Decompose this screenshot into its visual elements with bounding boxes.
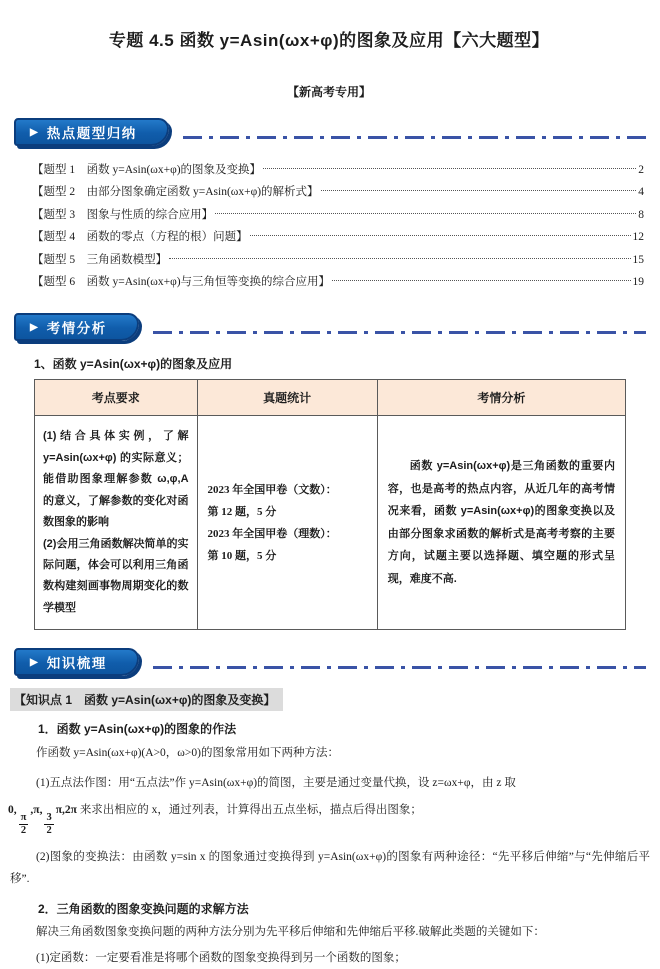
hot-topics-banner	[14, 118, 169, 146]
statistics-line: 第 10 题，5 分	[207, 549, 277, 562]
analysis-paragraph: 函数 y=Asin(ωx+φ)是三角函数的重要内容，也是高考的热点内容，从近几年的高考情况来看，函数 y=Asin(ωx+φ)的图象变换以及由部分图象求函数的解析式是高考考察的主要方向，试题主要以选择题、填空题的形式呈现，难度不高.	[387, 460, 615, 585]
statistics-line: 第 12 题，5 分	[207, 505, 277, 518]
toc-item-label: 【题型 4 函数的零点（方程的根）问题】	[32, 231, 248, 244]
five-point-method-paragraph: (1)五点法作图：用“五点法”作 y=Asin(ωx+φ)的简图，主要是通过变量代换，设 z=ωx+φ，由 z 取	[36, 777, 516, 790]
method-1-title: 1．函数 y=Asin(ωx+φ)的图象的作法	[38, 722, 237, 737]
knowledge-banner-label: 知识梳理	[46, 656, 107, 672]
five-point-values-line	[8, 801, 650, 837]
play-icon: ▶	[30, 126, 38, 138]
toc-item	[32, 228, 644, 250]
toc-leader-dots	[263, 168, 636, 169]
page-title: 专题 4.5 函数 y=Asin(ωx+φ)的图象及应用【六大题型】	[108, 31, 550, 50]
dash-divider	[153, 331, 646, 335]
requirement-paragraph: (2)会用三角函数解决简单的实际问题，体会可以利用三角函数构建刻画事物周期变化的数学模型	[43, 537, 189, 614]
toc-item	[32, 183, 644, 205]
statistics-line: 2023 年全国甲卷（理数）：	[207, 527, 337, 540]
table-header-row	[35, 380, 626, 416]
toc-item	[32, 273, 644, 295]
fraction-3-over-2: $\frac{3}{2}$	[46, 811, 52, 837]
table-of-contents	[32, 161, 644, 295]
header-exam-requirements: 考点要求	[35, 380, 198, 416]
toc-leader-dots	[321, 190, 637, 191]
requirements-cell	[35, 416, 198, 630]
section-header-hot-topics	[8, 118, 650, 146]
method-2-title: 2．三角函数的图象变换问题的求解方法	[38, 901, 249, 916]
method-2-intro: 解决三角函数图象变换问题的两种方法分别为先平移后伸缩和先伸缩后平移.破解此类题的关键如下：	[36, 925, 545, 938]
method-1-intro: 作函数 y=Asin(ωx+φ)(A>0，ω>0)的图象常用如下两种方法：	[36, 747, 339, 760]
toc-page-number: 15	[632, 253, 644, 266]
toc-item	[32, 206, 644, 228]
toc-page-number: 4	[638, 186, 644, 199]
toc-leader-dots	[215, 213, 636, 214]
statistics-cell	[197, 416, 377, 630]
header-exam-statistics: 真题统计	[197, 380, 377, 416]
toc-page-number: 2	[638, 164, 644, 176]
requirement-paragraph: (1)结合具体实例，了解 y=Asin(ωx+φ) 的实际意义；能借助图象理解参数 ω,φ,A 的意义，了解参数的变化对函数图象的影响	[43, 430, 189, 529]
play-icon: ▶	[30, 656, 38, 668]
toc-item-label: 【题型 5 三角函数模型】	[32, 253, 168, 266]
toc-item	[32, 161, 644, 183]
knowledge-banner	[14, 648, 139, 676]
toc-leader-dots	[332, 280, 630, 281]
exam-analysis-banner	[14, 313, 139, 341]
dash-divider	[153, 666, 646, 670]
toc-item-label: 【题型 1 函数 y=Asin(ωx+φ)的图象及变换】	[32, 164, 262, 176]
method-2-item-1: (1)定函数：一定要看准是将哪个函数的图象变换得到另一个函数的图象；	[36, 951, 406, 964]
analysis-cell	[377, 416, 625, 630]
value-segment: π,2π	[55, 803, 77, 816]
toc-item-label: 【题型 3 图象与性质的综合应用】	[32, 208, 214, 221]
value-segment: ,π,	[30, 803, 43, 816]
page-subtitle: 【新高考专用】	[286, 85, 371, 99]
values-tail-text: 来求出相应的 x，通过列表，计算得出五点坐标，描点后得出图象；	[76, 803, 422, 816]
toc-item	[32, 251, 644, 273]
section-header-knowledge	[8, 648, 650, 676]
toc-leader-dots	[169, 258, 630, 259]
header-exam-analysis: 考情分析	[377, 380, 625, 416]
hot-topics-banner-label: 热点题型归纳	[46, 126, 137, 141]
section-header-exam-analysis	[8, 313, 650, 341]
toc-leader-dots	[250, 235, 631, 236]
table-body-row	[35, 416, 626, 630]
exam-section-title: 1、函数 y=Asin(ωx+φ)的图象及应用	[34, 357, 233, 372]
dash-divider	[183, 136, 646, 140]
exam-analysis-banner-label: 考情分析	[46, 321, 107, 337]
toc-page-number: 12	[632, 231, 644, 244]
toc-page-number: 19	[632, 275, 644, 288]
play-icon: ▶	[30, 321, 38, 333]
fraction-pi-over-2: $\frac{\pi}{2}$	[20, 811, 27, 837]
knowledge-point-1-header: 【知识点 1 函数 y=Asin(ωx+φ)的图象及变换】	[10, 688, 283, 711]
transform-method-paragraph: (2)图象的变换法：由函数 y=sin x 的图象通过变换得到 y=Asin(ωx+φ)的图象有两种途径：“先平移后伸缩”与“先伸缩后平移”.	[10, 851, 650, 885]
toc-page-number: 8	[638, 208, 644, 221]
statistics-line: 2023 年全国甲卷（文数）：	[207, 483, 337, 496]
value-segment: 0,	[8, 803, 17, 816]
toc-item-label: 【题型 2 由部分图象确定函数 y=Asin(ωx+φ)的解析式】	[32, 186, 319, 199]
exam-analysis-table	[34, 379, 626, 630]
toc-item-label: 【题型 6 函数 y=Asin(ωx+φ)与三角恒等变换的综合应用】	[32, 275, 331, 288]
